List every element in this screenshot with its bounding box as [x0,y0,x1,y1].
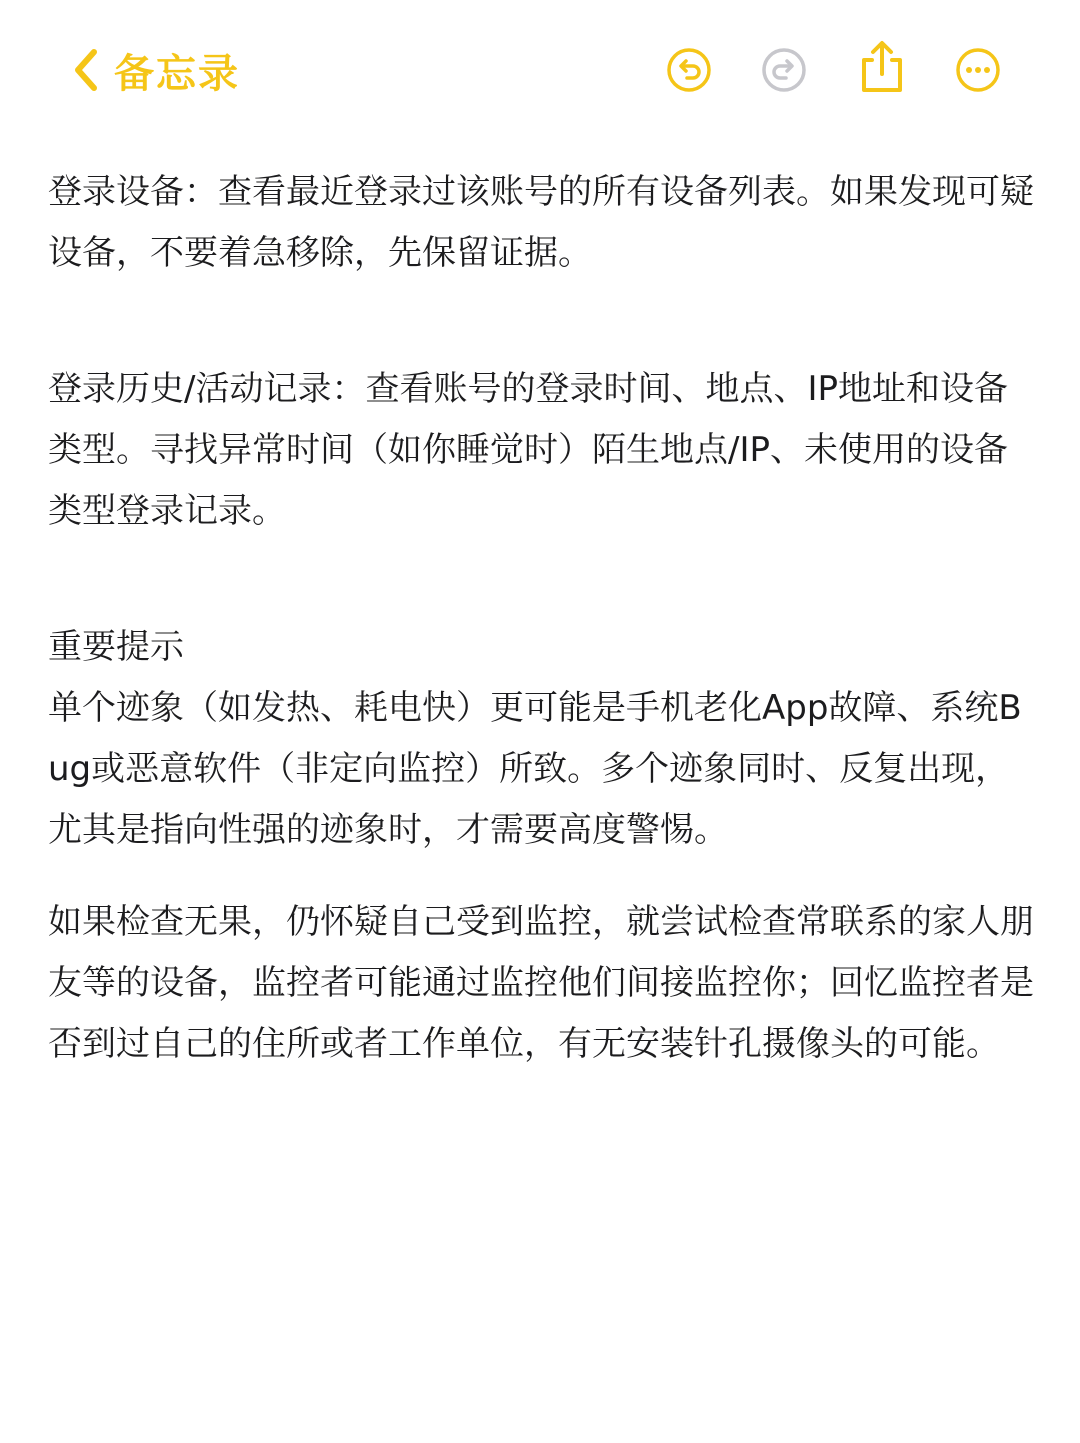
back-label: 备忘录 [114,50,240,97]
important-tip-heading: 重要提示 [48,627,184,667]
paragraph-spacer [48,542,1038,617]
navigation-bar [0,0,1080,140]
chevron-left-icon [72,48,100,92]
paragraph-further-check: 如果检查无果，仍怀疑自己受到监控，就尝试检查常联系的家人朋友等的设备，监控者可能通过监控他们间接监控你；回忆监控者是否到过自己的住所或者工作单位，有无安装针孔摄像头的可能。 [48,902,1034,1064]
back-button[interactable] [72,40,240,100]
paragraph-spacer [48,861,1038,892]
share-icon[interactable] [857,40,907,94]
note-body[interactable] [48,162,1038,1075]
paragraph-login-devices: 登录设备：查看最近登录过该账号的所有设备列表。如果发现可疑设备，不要着急移除，先保留证据。 [48,172,1034,273]
redo-icon[interactable] [760,46,808,94]
more-icon[interactable] [954,46,1002,94]
paragraph-important-tip: 单个迹象（如发热、耗电快）更可能是手机老化App故障、系统Bug或恶意软件（非定向监控）所致。多个迹象同时、反复出现，尤其是指向性强的迹象时，才需要高度警惕。 [48,688,1022,850]
paragraph-spacer [48,284,1038,359]
paragraph-login-history: 登录历史/活动记录：查看账号的登录时间、地点、IP地址和设备类型。寻找异常时间（如你睡觉时）陌生地点/IP、未使用的设备类型登录记录。 [48,369,1008,531]
undo-icon[interactable] [665,46,713,94]
